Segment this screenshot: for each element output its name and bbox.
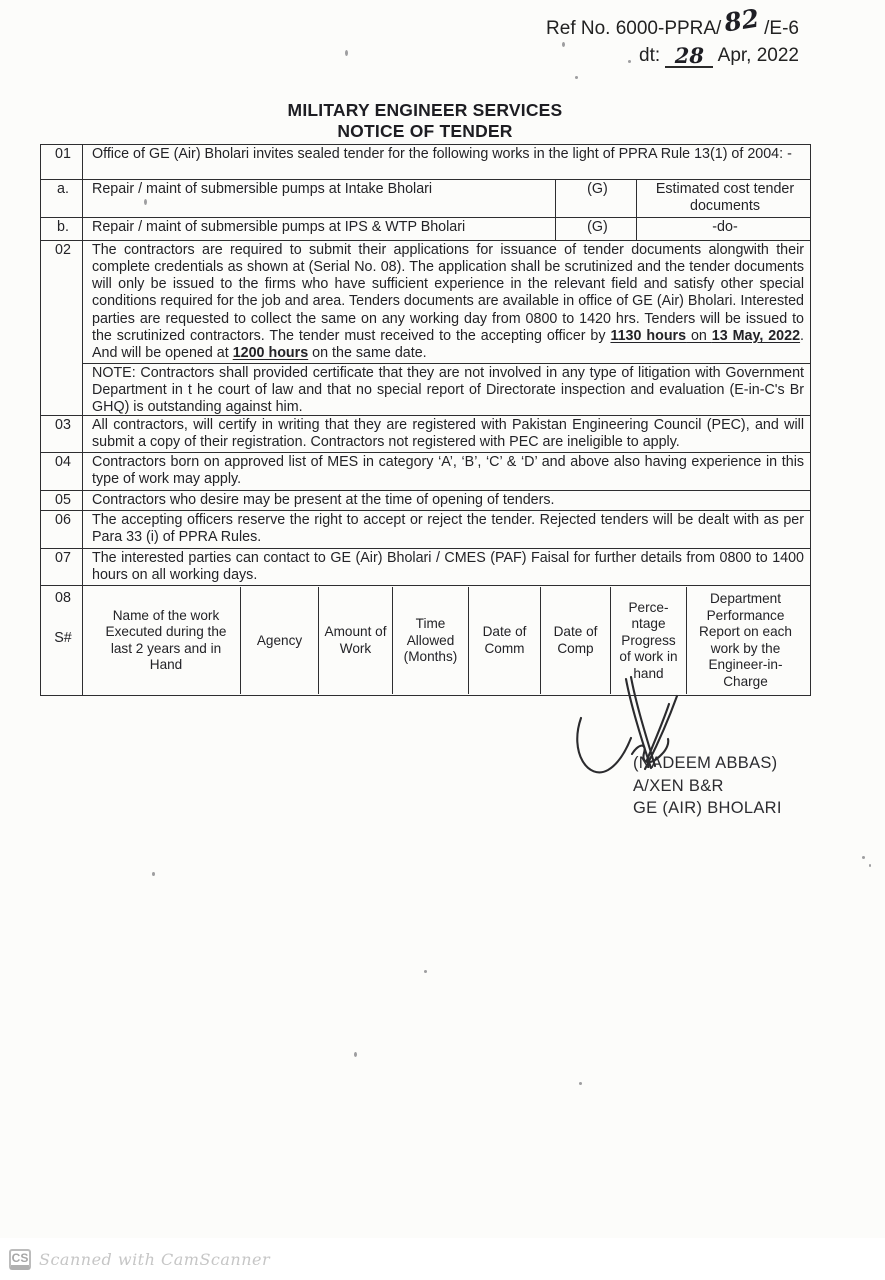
group-code: (G): [556, 180, 637, 218]
deadline-date: 13 May, 2022: [711, 328, 801, 345]
serial-label: S#: [54, 629, 72, 646]
camscanner-watermark-text: Scanned with CamScanner: [39, 1249, 271, 1269]
row-08-number-cell: [41, 586, 83, 696]
signer-office: GE (AIR) BHOLARI: [633, 799, 782, 817]
row-number: 02: [41, 240, 83, 415]
row-02-content: [83, 240, 811, 415]
work-col-header-date-comm: Date of Comm: [468, 587, 540, 694]
note-paragraph: NOTE: Contractors shall provided certificate that they are not involved in any type of litigation with Government Department in t he court of law and that no special report of Directorate inspection and evaluation (E-in-C's Br GHQ) is outstanding against him.: [83, 363, 810, 415]
row-number: 08: [55, 590, 71, 607]
row-number: a.: [41, 180, 83, 218]
row-number: 04: [41, 453, 83, 491]
tender-issue-paragraph: [83, 241, 810, 363]
work-col-header-percentage: Perce- ntage Progress of work in hand: [610, 587, 686, 694]
row-text: All contractors, will certify in writing that they are registered with Pakistan Engineering Council (PEC), and will submit a copy of their registration. Contractors not registered with PEC are ineligible to apply.: [83, 415, 811, 453]
date-label: dt:: [639, 45, 661, 66]
scan-speck: [562, 42, 565, 47]
row-text: Contractors born on approved list of MES in category ‘A’, ‘B’, ‘C’ & ‘D’ and above also having experience in this type of work may apply.: [83, 453, 811, 491]
reference-block: [546, 3, 799, 69]
scan-speck: [628, 60, 631, 63]
ref-suffix: /E-6: [764, 18, 799, 39]
notice-table: [40, 144, 811, 696]
notice-row-05: [41, 490, 811, 510]
notice-row-a: [41, 180, 811, 218]
signer-designation: A/XEN B&R: [633, 776, 724, 795]
work-col-header-date-comp: Date of Comp: [540, 587, 610, 694]
deadline-time: 1130 hours: [610, 328, 687, 345]
work-col-header-dept-report: Department Performance Report on each work by the Engineer-in- Charge: [686, 587, 804, 694]
scan-speck: [424, 970, 427, 973]
work-col-header-agency: Agency: [240, 587, 318, 694]
scan-speck: [575, 76, 578, 79]
scan-speck: [869, 864, 871, 867]
camscanner-footer: [0, 1238, 885, 1280]
group-code: (G): [556, 217, 637, 240]
row-text: The interested parties can contact to GE (Air) Bholari / CMES (PAF) Faisal for further details from 0800 to 1400 hours on all working days.: [83, 548, 811, 586]
row-number: 03: [41, 415, 83, 453]
ref-prefix: Ref No. 6000-PPRA/: [546, 18, 722, 39]
paragraph-text: on: [686, 328, 712, 345]
row-text: Contractors who desire may be present at the time of opening of tenders.: [83, 490, 811, 510]
date-rest: Apr, 2022: [717, 45, 799, 66]
cost-note: Estimated cost tender documents: [637, 180, 811, 218]
scan-speck: [354, 1052, 357, 1057]
cost-note: -do-: [637, 217, 811, 240]
row-number: 06: [41, 511, 83, 549]
paragraph-text: on the same date.: [308, 345, 427, 362]
notice-row-03: [41, 415, 811, 453]
work-col-header-amount: Amount of Work: [318, 587, 392, 694]
handwritten-ref-number: 82: [722, 3, 762, 38]
paragraph-text: . And will be opened at: [92, 328, 805, 362]
date-line: [546, 42, 799, 69]
signer-name: (NADEEM ABBAS): [633, 754, 778, 772]
ref-number-line: [546, 3, 799, 42]
scan-speck: [862, 856, 865, 859]
work-description: Repair / maint of submersible pumps at Intake Bholari: [83, 180, 556, 218]
work-col-header-time: Time Allowed (Months): [392, 587, 468, 694]
camscanner-logo-icon: CS: [9, 1249, 31, 1270]
row-text: The accepting officers reserve the right to accept or reject the tender. Rejected tenders will be dealt with as per Para 33 (i) of PPRA Rules.: [83, 511, 811, 549]
work-description: Repair / maint of submersible pumps at IPS & WTP Bholari: [83, 217, 556, 240]
notice-row-b: [41, 217, 811, 240]
notice-row-01: [41, 145, 811, 180]
row-number: 07: [41, 548, 83, 586]
scan-speck: [345, 50, 348, 56]
notice-row-02: [41, 240, 811, 415]
scan-speck: [152, 872, 155, 876]
title-line-2: NOTICE OF TENDER: [337, 121, 513, 141]
notice-row-04: [41, 453, 811, 491]
signature-block: [633, 752, 782, 820]
notice-row-07: [41, 548, 811, 586]
title-line-1: MILITARY ENGINEER SERVICES: [287, 100, 563, 120]
deadline-phrase: [610, 328, 800, 344]
row-number: b.: [41, 217, 83, 240]
work-col-header-name: Name of the work Executed during the last 2 years and in Hand: [105, 607, 227, 673]
scan-speck: [579, 1082, 582, 1085]
opening-time: 1200 hours: [232, 345, 309, 362]
paragraph-text: The contractors are required to submit their applications for issuance of tender documents alongwith their complete credentials as shown at (Serial No. 08). The application shall be scrutinized and the tender documents will only be issued to the firms who have sufficient experience in the relevant field and satisfy other special conditions required for the job and area. Tenders documents are available in office of GE (Air) Bholari. Interested parties are requested to collect the same on any working day from 0800 to 1420 hrs. Tenders will be issued to the scrutinized contractors. The tender must received to the accepting officer by: [92, 241, 805, 345]
document-title: [40, 100, 810, 142]
handwritten-date-day: 28: [665, 46, 713, 68]
row-number: 05: [41, 490, 83, 510]
row-text: Office of GE (Air) Bholari invites sealed tender for the following works in the light of PPRA Rule 13(1) of 2004: -: [83, 145, 811, 180]
scan-speck: [144, 199, 147, 205]
row-number: 01: [41, 145, 83, 180]
notice-row-06: [41, 511, 811, 549]
